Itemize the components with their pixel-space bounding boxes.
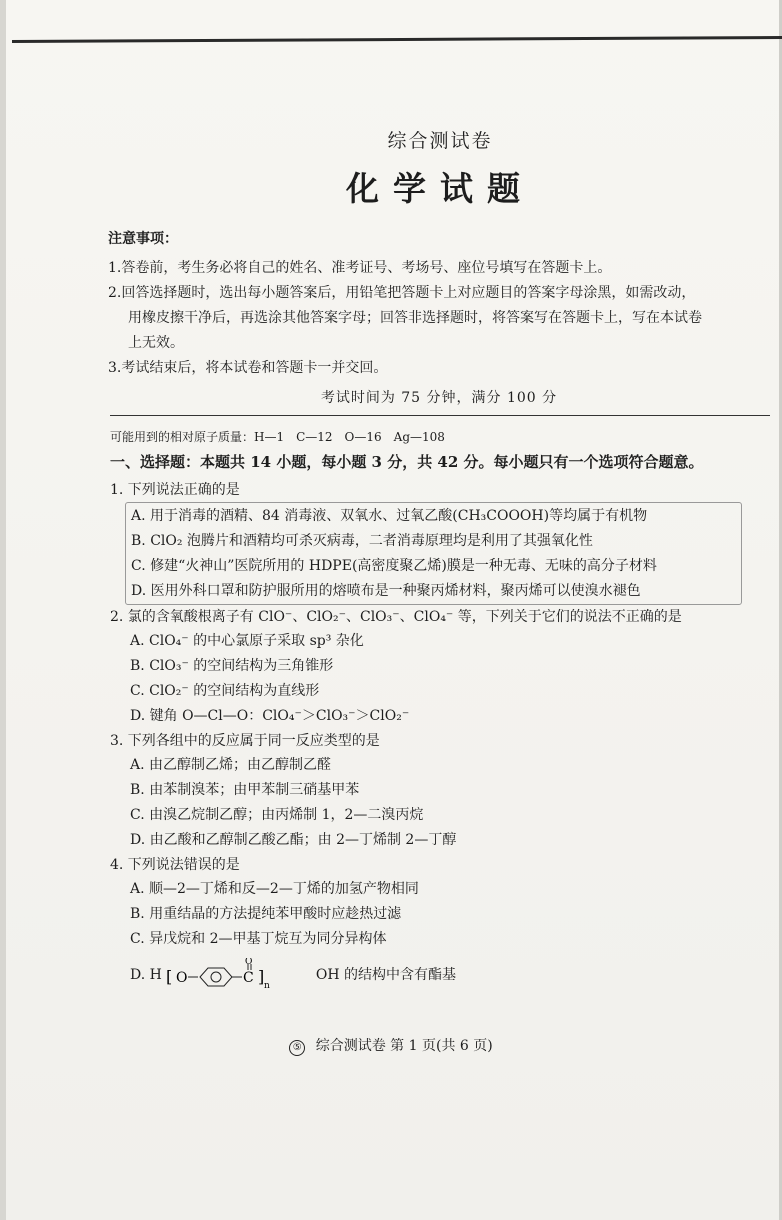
options-frame <box>125 502 742 605</box>
exam-time: 考试时间为 75 分钟，满分 100 分 <box>320 390 558 406</box>
question-stem: 2. 氯的含氧酸根离子有 ClO⁻、ClO₂⁻、ClO₃⁻、ClO₄⁻ 等，下列关于它们的说法不正确的是 <box>110 609 682 625</box>
notice-item: 2.回答选择题时，选出每小题答案后，用铅笔把答题卡上对应题目的答案字母涂黑，如需改动， <box>108 285 696 301</box>
paper-title: 化学试题 <box>346 169 534 208</box>
question-4 <box>110 853 770 992</box>
top-border-line <box>12 36 782 43</box>
option-b: B. 由苯制溴苯；由甲苯制三硝基甲苯 <box>130 782 360 798</box>
option-d: D. 键角 O—Cl—O：ClO₄⁻＞ClO₃⁻＞ClO₂⁻ <box>130 708 410 724</box>
polymer-structure <box>130 958 456 992</box>
option-d: D. 医用外科口罩和防护服所用的熔喷布是一种聚丙烯材料，聚丙烯可以使溴水褪色 <box>131 583 641 599</box>
footer-text: 综合测试卷 第 1 页(共 6 页) <box>315 1038 493 1054</box>
option-b: B. 用重结晶的方法提纯苯甲酸时应趁热过滤 <box>130 906 402 922</box>
notice-heading: 注意事项： <box>108 231 178 247</box>
notice-block <box>108 228 770 407</box>
option-d <box>110 958 770 992</box>
option-d: D. 由乙酸和乙醇制乙酸乙酯；由 2—丁烯制 2—丁醇 <box>130 832 457 848</box>
main-content <box>110 120 770 992</box>
polyester-structure-icon <box>164 958 314 992</box>
question-2 <box>110 605 770 729</box>
question-stem: 4. 下列说法错误的是 <box>110 857 240 873</box>
page-footer <box>0 1035 782 1056</box>
option-c: C. 异戊烷和 2—甲基丁烷互为同分异构体 <box>130 931 387 947</box>
notice-item: 1.答卷前，考生务必将自己的姓名、准考证号、考场号、座位号填写在答题卡上。 <box>108 260 612 276</box>
svg-text:O: O <box>244 958 253 967</box>
divider <box>110 415 770 416</box>
svg-text:n: n <box>263 981 270 991</box>
svg-text:]: ] <box>257 967 265 986</box>
option-d-prefix: D. H <box>130 966 162 983</box>
option-c: C. 修建“火神山”医院所用的 HDPE(高密度聚乙烯)膜是一种无毒、无味的高分子材料 <box>131 558 657 574</box>
option-a: A. 顺—2—丁烯和反—2—丁烯的加氢产物相同 <box>130 881 419 897</box>
notice-item: 用橡皮擦干净后，再选涂其他答案字母；回答非选择题时，将答案写在答题卡上，写在本试卷 <box>128 310 702 326</box>
question-stem: 3. 下列各组中的反应属于同一反应类型的是 <box>110 733 380 749</box>
option-c: C. ClO₂⁻ 的空间结构为直线形 <box>130 683 320 699</box>
option-a: A. ClO₄⁻ 的中心氯原子采取 sp³ 杂化 <box>130 633 364 649</box>
option-d-suffix: OH 的结构中含有酯基 <box>315 966 456 983</box>
svg-text:[: [ <box>165 967 173 986</box>
option-b: B. ClO₂ 泡腾片和酒精均可杀灭病毒，二者消毒原理均是利用了其强氧化性 <box>131 533 593 549</box>
paper-number-circle: ⑤ <box>289 1040 305 1056</box>
option-b: B. ClO₃⁻ 的空间结构为三角锥形 <box>130 658 334 674</box>
option-a: A. 由乙醇制乙烯；由乙醇制乙醛 <box>130 757 332 773</box>
atomic-masses: 可能用到的相对原子质量：H—1 C—12 O—16 Ag—108 <box>110 430 445 444</box>
option-a: A. 用于消毒的酒精、84 消毒液、双氧水、过氧乙酸(CH₃COOOH)等均属于有机物 <box>131 508 648 524</box>
svg-text:O: O <box>175 970 188 986</box>
section-heading: 一、选择题：本题共 14 小题，每小题 3 分，共 42 分。每小题只有一个选项符合题意。 <box>110 453 704 471</box>
question-1 <box>110 478 770 605</box>
question-stem: 1. 下列说法正确的是 <box>110 482 240 498</box>
notice-item: 3.考试结束后，将本试卷和答题卡一并交回。 <box>108 360 388 376</box>
paper-subtitle: 综合测试卷 <box>387 130 493 152</box>
notice-item: 上无效。 <box>128 335 184 351</box>
option-c: C. 由溴乙烷制乙醇；由丙烯制 1，2—二溴丙烷 <box>130 807 424 823</box>
question-3 <box>110 729 770 853</box>
svg-text:C: C <box>242 970 254 986</box>
